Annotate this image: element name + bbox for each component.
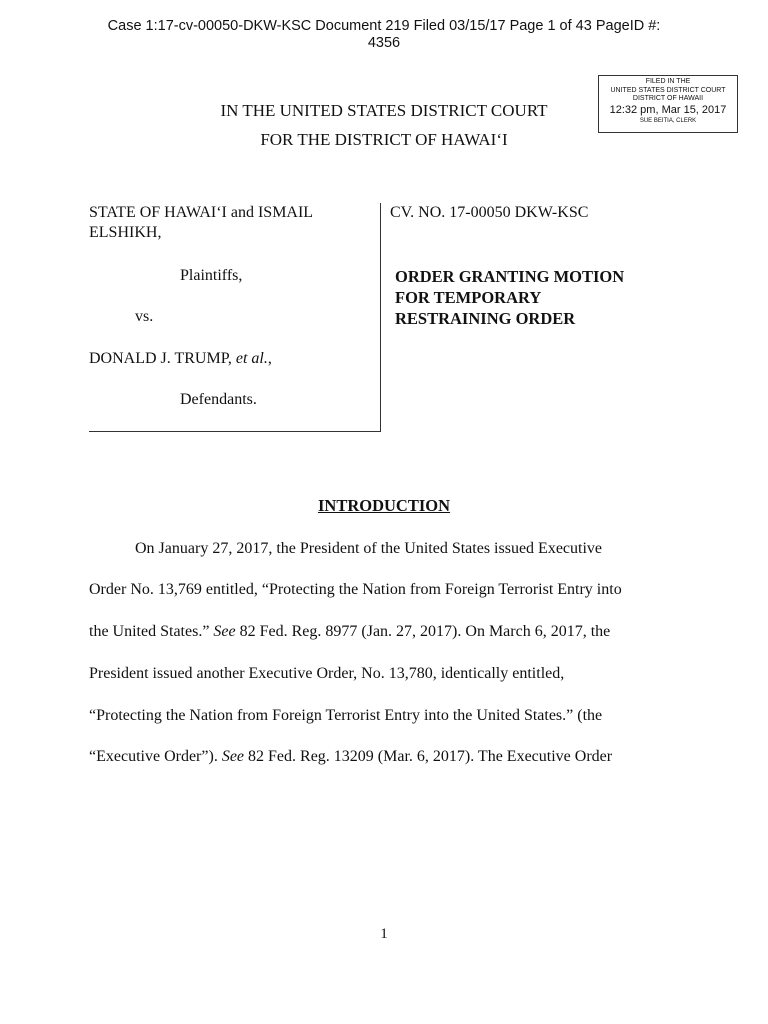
stamp-district-line: DISTRICT OF HAWAII [632, 95, 704, 102]
order-title-line1: ORDER GRANTING MOTION [395, 267, 625, 286]
court-name-line1: IN THE UNITED STATES DISTRICT COURT [220, 101, 548, 120]
body-line-3-start: the United States.” [89, 623, 214, 640]
body-line-4: President issued another Executive Order, No. 13,780, identically entitled, [89, 665, 565, 682]
case-number: CV. NO. 17-00050 DKW-KSC [390, 204, 589, 221]
body-line-1: On January 27, 2017, the President of the United States issued Executive [135, 540, 603, 557]
order-title [395, 266, 624, 329]
stamp-time: 12:32 pm, Mar 15, 2017 [609, 103, 727, 116]
body-line-3-end: 82 Fed. Reg. 8977 (Jan. 27, 2017). On March 6, 2017, the [235, 623, 611, 640]
body-line-6-start: “Executive Order”). [89, 748, 222, 765]
defendant-name [89, 349, 272, 369]
ecf-header-line2: 4356 [367, 35, 401, 51]
caption-divider-vertical [380, 203, 381, 432]
defendant-name-text: DONALD J. TRUMP, [89, 350, 236, 367]
body-line-5: “Protecting the Nation from Foreign Terrorist Entry into the United States.” (the [89, 707, 603, 724]
caption-divider-horizontal [89, 431, 381, 432]
court-name-line2: FOR THE DISTRICT OF HAWAI‘I [260, 130, 508, 149]
defendants-label: Defendants. [180, 391, 257, 408]
versus-label: vs. [135, 308, 154, 325]
order-title-line2: FOR TEMPORARY [395, 288, 542, 307]
introduction-heading: INTRODUCTION [317, 496, 451, 515]
defendant-name-suffix: , [267, 350, 272, 367]
body-line-2: Order No. 13,769 entitled, “Protecting the Nation from Foreign Terrorist Entry into [89, 581, 622, 598]
body-line-3-see: See [213, 623, 236, 640]
ecf-header-line1: Case 1:17-cv-00050-DKW-KSC Document 219 Filed 03/15/17 Page 1 of 43 PageID #: [107, 18, 661, 34]
plaintiffs-name-line1: STATE OF HAWAI‘I and ISMAIL [89, 204, 314, 221]
filed-stamp [598, 75, 738, 133]
ecf-header [0, 18, 768, 52]
body-line-3 [89, 622, 610, 642]
plaintiffs-label: Plaintiffs, [180, 267, 243, 284]
stamp-court-line: UNITED STATES DISTRICT COURT [610, 86, 726, 94]
body-line-6-see: See [221, 748, 245, 765]
body-line-6-end: 82 Fed. Reg. 13209 (Mar. 6, 2017). The Executive Order [244, 748, 613, 765]
body-line-6 [89, 747, 612, 767]
stamp-filed-line: FILED IN THE [645, 78, 691, 85]
order-title-line3: RESTRAINING ORDER [395, 309, 576, 328]
plaintiffs-name-line2: ELSHIKH, [89, 224, 162, 241]
defendant-et-al: et al. [235, 350, 268, 367]
stamp-clerk: SUE BEITIA, CLERK [639, 117, 697, 124]
page-number: 1 [380, 926, 388, 942]
